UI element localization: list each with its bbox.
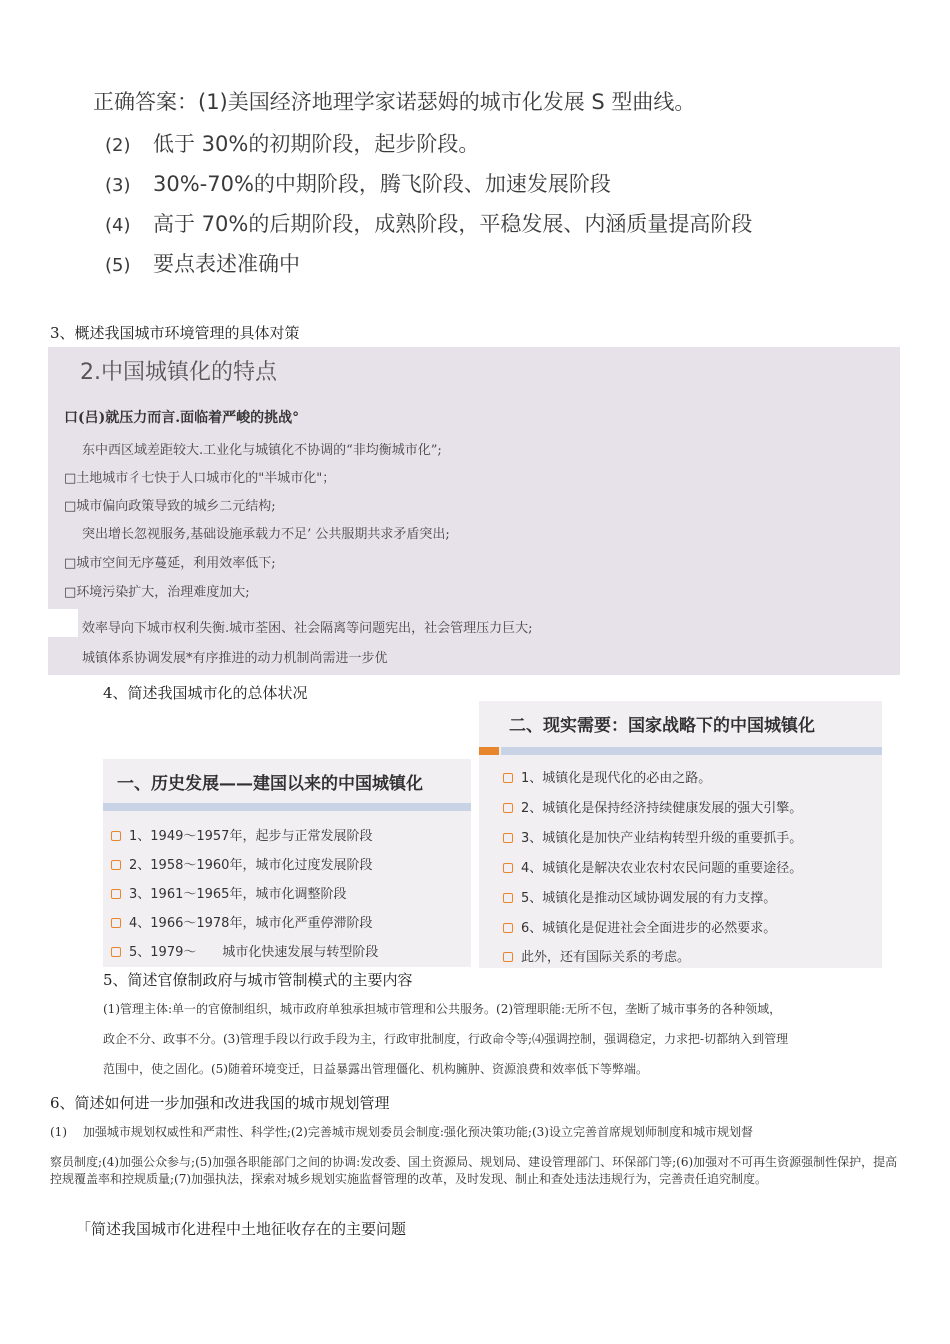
slide-list-item-text: 3、城镇化是加快产业结构转型升级的重要抓手。 <box>521 831 803 846</box>
paragraph-line: 政企不分、政事不分。(3)管理手段以行政手段为主，行政审批制度，行政命令等;⑷强调控制，强调稳定，力求把-切都纳入到管理 <box>103 1032 789 1046</box>
answer-item <box>105 208 752 238</box>
slide-list-item <box>111 941 378 960</box>
slide-list-item-text: 4、1966～1978年，城市化严重停滞阶段 <box>129 916 373 931</box>
slide-title-bar <box>501 747 882 755</box>
slide-list-item-text: 6、城镇化是促进社会全面进步的必然要求。 <box>521 921 777 936</box>
slide-china-urbanization-features <box>48 347 900 675</box>
slide-accent-bar <box>479 747 499 755</box>
paragraph-line: (1)管理主体:单一的官僚制组织，城市政府单独承担城市管理和公共服务。(2)管理职能:无所不包，垄断了城市事务的各种领域， <box>103 1002 782 1016</box>
answer-item-number: (2) <box>105 135 131 156</box>
answer-item <box>105 168 611 198</box>
question-5-answer <box>103 994 903 1084</box>
bullet-icon <box>503 952 513 962</box>
bullet-icon <box>503 893 513 903</box>
answer-item-text: 30%-70%的中期阶段，腾飞阶段、加速发展阶段 <box>153 172 611 196</box>
slide-list-item-text: 2、城镇化是保持经济持续健康发展的强大引擎。 <box>521 801 803 816</box>
question-4-heading: 4、简述我国城市化的总体状况 <box>103 684 308 702</box>
slide-list-item <box>111 912 372 931</box>
slide-list-item <box>503 797 802 816</box>
bullet-icon <box>111 860 121 870</box>
bullet-icon <box>111 947 121 957</box>
slide-list-item: 城镇体系协调发展*有序推进的动力机制尚需进一步优 <box>82 651 388 666</box>
slide-list-item <box>111 825 372 844</box>
slide-list-item <box>111 854 372 873</box>
question-3-heading: 3、概述我国城市环境管理的具体对策 <box>50 324 300 342</box>
slide-history-development <box>103 759 471 967</box>
slide-title: 二、现实需要：国家战略下的中国城镇化 <box>509 716 815 736</box>
slide-list-item <box>111 883 346 902</box>
question-6-answer-line-1: (1) 加强城市规划权威性和严肃性、科学性;(2)完善城市规划委员会制度:强化预决策功能;(3)设立完善首席规划师制度和城市规划督 <box>50 1125 753 1139</box>
slide-list-item: □环境污染扩大，治理难度加大; <box>64 585 250 600</box>
bullet-icon <box>111 918 121 928</box>
slide-list-item: □土地城市彳七快于人口城市化的"半城市化"； <box>64 471 336 486</box>
slide-list-item <box>503 857 802 876</box>
slide-list-item-text: 3、1961～1965年，城市化调整阶段 <box>129 887 347 902</box>
bullet-icon <box>503 773 513 783</box>
slide-title: 2.中国城镇化的特点 <box>80 360 277 385</box>
paragraph-line: 范围中，使之固化。(5)随着环境变迁，日益暴露出管理僵化、机构臃肿、资源浪费和效率低下等弊端。 <box>103 1062 649 1076</box>
question-5-heading: 5、简述官僚制政府与城市管制模式的主要内容 <box>103 971 413 989</box>
slide-list-item-text: 1、1949～1957年，起步与正常发展阶段 <box>129 829 373 844</box>
slide-list-item <box>503 887 776 906</box>
slide-list-item-text: 5、城镇化是推动区域协调发展的有力支撑。 <box>521 891 777 906</box>
bullet-icon <box>503 863 513 873</box>
slide-list-item <box>503 827 802 846</box>
slide-list-item <box>503 946 690 965</box>
bullet-icon <box>503 833 513 843</box>
answer-item-text: 要点表述准确中 <box>153 252 300 276</box>
question-6-heading: 6、简述如何进一步加强和改进我国的城市规划管理 <box>50 1094 390 1112</box>
slide-list-item <box>503 917 776 936</box>
answer-item-text: 低于 30%的初期阶段，起步阶段。 <box>153 132 480 156</box>
answer-item <box>105 248 300 278</box>
slide-list-item-text: 此外，还有国际关系的考虑。 <box>521 950 691 965</box>
bullet-icon <box>503 803 513 813</box>
slide-list-item: □城市空间无序蔓延，利用效率低下; <box>64 556 276 571</box>
bullet-icon <box>111 831 121 841</box>
answer-item-number: (4) <box>105 215 131 236</box>
slide-title-bar <box>103 803 471 811</box>
slide-list-item: 东中西区域差距较大.工业化与城镇化不协调的“非均衡城市化”; <box>82 443 442 458</box>
question-6-answer-rest: 察员制度;(4)加强公众参与;(5)加强各职能部门之间的协调:发改委、国土资源局、规划局、建设管理部门、环保部门等;(6)加强对不可再生资源强制性保护，提高控规覆盖率和控规质量;(7)加强执法，探索对城乡规划实施监督管理的改革，及时发现、制止和查处违法违规行为，完善责任追究制度。 <box>50 1155 898 1186</box>
slide-list-item-text: 4、城镇化是解决农业农村农民问题的重要途径。 <box>521 861 803 876</box>
slide-list-item: 效率导向下城市权利失衡.城市荃困、社会隔离等问题宪出，社会管理压力巨大; <box>82 621 533 636</box>
question-7-heading: 「简述我国城市化进程中土地征收存在的主要问题 <box>76 1220 407 1238</box>
slide-realistic-needs <box>479 701 882 968</box>
slide-patch <box>48 609 78 637</box>
slide-title: 一、历史发展——建国以来的中国城镇化 <box>117 774 423 794</box>
slide-list-item: 突出增长忽视服务,基础设施承载力不足’ 公共服期共求矛盾突出; <box>82 527 450 542</box>
slide-list-item-text: 1、城镇化是现代化的必由之路。 <box>521 771 712 786</box>
slide-list-item <box>503 767 711 786</box>
answer-item-text: 高于 70%的后期阶段，成熟阶段，平稳发展、内涵质量提高阶段 <box>153 212 753 236</box>
slide-list-item-text: 5、1979～ 城市化快速发展与转型阶段 <box>129 945 379 960</box>
bullet-icon <box>503 923 513 933</box>
answer-item-number: (3) <box>105 175 131 196</box>
slide-lead: 口(吕)就压力而言.面临着严峻的挑战° <box>64 410 300 426</box>
slide-list-item-text: 2、1958～1960年，城市化过度发展阶段 <box>129 858 373 873</box>
answer-line-1: 正确答案：(1)美国经济地理学家诺瑟姆的城市化发展 S 型曲线。 <box>93 90 696 114</box>
answer-item <box>105 128 479 158</box>
answer-item-number: (5) <box>105 255 131 276</box>
slide-list-item: □城市偏向政策导致的城乡二元结构; <box>64 499 276 514</box>
bullet-icon <box>111 889 121 899</box>
